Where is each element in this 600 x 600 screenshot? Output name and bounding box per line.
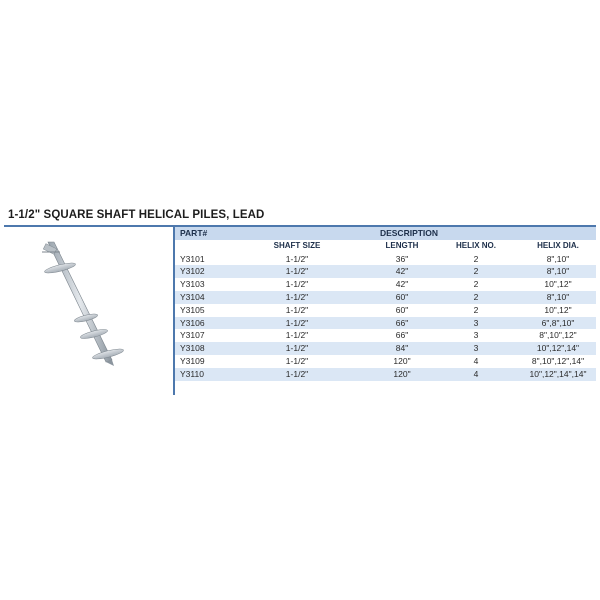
shaft-size-cell: 1-1/2" — [285, 279, 309, 290]
helix-no-cell: 2 — [473, 304, 479, 315]
helix-dia-cell: 8",10",12",14" — [531, 355, 585, 366]
length-cell: 66" — [395, 330, 409, 341]
part-cell: Y3106 — [175, 317, 222, 330]
helix-dia-cell: 10",12",14",14" — [520, 368, 596, 381]
length-cell: 36" — [395, 253, 409, 264]
page-title: 1-1/2" SQUARE SHAFT HELICAL PILES, LEAD — [8, 209, 265, 221]
helix-dia-cell: 10",12" — [544, 279, 572, 290]
shaft-size-cell: 1-1/2" — [222, 368, 372, 381]
helix-no-cell: 2 — [432, 265, 520, 278]
part-cell: Y3109 — [180, 355, 205, 366]
length-cell: 42" — [395, 279, 409, 290]
helix-dia-cell: 8",10" — [546, 253, 570, 264]
part-cell: Y3103 — [180, 279, 205, 290]
table-body — [175, 253, 596, 381]
helix-dia-cell: 6",8",10" — [520, 317, 596, 330]
helix-no-cell: 4 — [432, 368, 520, 381]
table-row — [175, 329, 596, 342]
helix-no-cell: 4 — [473, 355, 479, 366]
part-cell: Y3102 — [175, 265, 222, 278]
table-row — [175, 278, 596, 291]
shaft-size-cell: 1-1/2" — [285, 330, 309, 341]
helix-no-cell: 2 — [473, 279, 479, 290]
table-row — [175, 253, 596, 266]
helix-no-cell: 3 — [432, 317, 520, 330]
part-cell: Y3107 — [180, 330, 205, 341]
col-helix-no: HELIX NO. — [432, 240, 520, 253]
length-cell: 42" — [372, 265, 432, 278]
shaft-size-cell: 1-1/2" — [222, 291, 372, 304]
part-cell: Y3108 — [175, 342, 222, 355]
part-subheader-blank — [175, 240, 222, 253]
length-cell: 66" — [372, 317, 432, 330]
table-row — [175, 317, 596, 330]
shaft-size-cell: 1-1/2" — [285, 355, 309, 366]
table-row — [175, 355, 596, 368]
part-cell: Y3104 — [175, 291, 222, 304]
length-cell: 60" — [395, 304, 409, 315]
table-row — [175, 304, 596, 317]
part-cell: Y3105 — [180, 304, 205, 315]
length-cell: 120" — [393, 355, 411, 366]
length-cell: 120" — [372, 368, 432, 381]
helix-dia-cell: 10",12",14" — [520, 342, 596, 355]
column-header-row — [175, 240, 596, 253]
col-length: LENGTH — [372, 240, 432, 253]
length-cell: 84" — [372, 342, 432, 355]
col-helix-dia: HELIX DIA. — [520, 240, 596, 253]
helix-dia-cell: 8",10" — [520, 265, 596, 278]
table-row — [175, 342, 596, 355]
helix-no-cell: 3 — [473, 330, 479, 341]
shaft-size-cell: 1-1/2" — [222, 342, 372, 355]
table-row — [175, 291, 596, 304]
helix-dia-cell: 10",12" — [544, 304, 572, 315]
helix-dia-cell: 8",10" — [520, 291, 596, 304]
shaft-size-cell: 1-1/2" — [222, 265, 372, 278]
helical-pile-illustration-icon — [30, 238, 160, 368]
helix-no-cell: 2 — [432, 291, 520, 304]
part-header: PART# — [175, 227, 222, 240]
helix-no-cell: 2 — [473, 253, 479, 264]
table-row — [175, 368, 596, 381]
helix-no-cell: 3 — [432, 342, 520, 355]
part-cell: Y3101 — [180, 253, 205, 264]
shaft-size-cell: 1-1/2" — [222, 317, 372, 330]
shaft-size-cell: 1-1/2" — [285, 304, 309, 315]
col-shaft-size: SHAFT SIZE — [222, 240, 372, 253]
spec-table — [175, 227, 596, 381]
helix-dia-cell: 8",10",12" — [539, 330, 577, 341]
description-header: DESCRIPTION — [222, 227, 596, 240]
shaft-size-cell: 1-1/2" — [285, 253, 309, 264]
part-cell: Y3110 — [175, 368, 222, 381]
table-row — [175, 265, 596, 278]
table-header-row — [175, 227, 596, 240]
length-cell: 60" — [372, 291, 432, 304]
